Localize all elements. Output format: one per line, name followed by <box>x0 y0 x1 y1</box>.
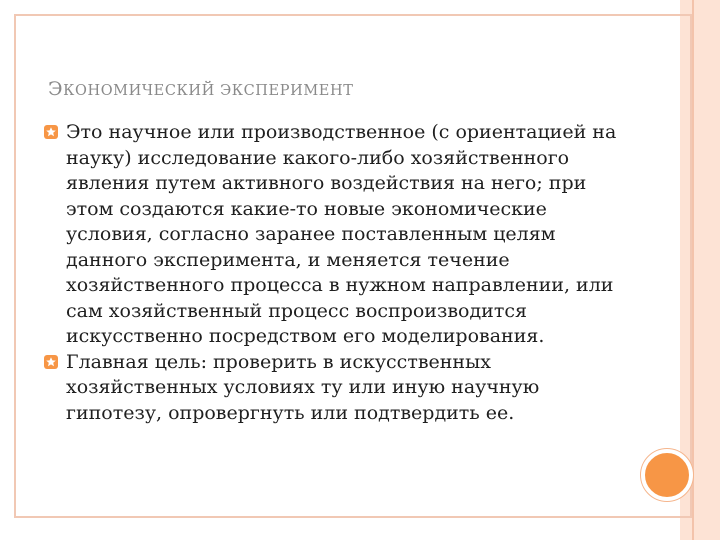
decorative-circle <box>641 449 693 501</box>
bullet-list <box>44 120 624 426</box>
bullet-item <box>44 120 624 350</box>
decorative-side-line <box>692 0 694 540</box>
bullet-item <box>44 350 624 427</box>
title-text: КОНОМИЧЕСКИЙ ЭКСПЕРИМЕНТ <box>63 83 354 99</box>
bullet-text: Это научное или производственное (с ориентацией на науку) исследование какого-либо хозяйственного явления путем активного воздействия на него; при этом создаются какие-то новые экономические условия, согласно заранее поставленным целям данного эксперимента, и меняется течение хозяйственного процесса в нужном направлении, или сам хозяйственный процесс воспроизводится искусственно посредством его моделирования. <box>66 121 617 347</box>
star-bullet-icon <box>44 355 58 369</box>
title-first-letter: Э <box>48 78 64 100</box>
bullet-text: Главная цель: проверить в искусственных хозяйственных условиях ту или иную научную гипотезу, опровергнуть или подтвердить ее. <box>66 350 540 424</box>
slide-title <box>48 78 608 100</box>
star-bullet-icon <box>44 125 58 139</box>
